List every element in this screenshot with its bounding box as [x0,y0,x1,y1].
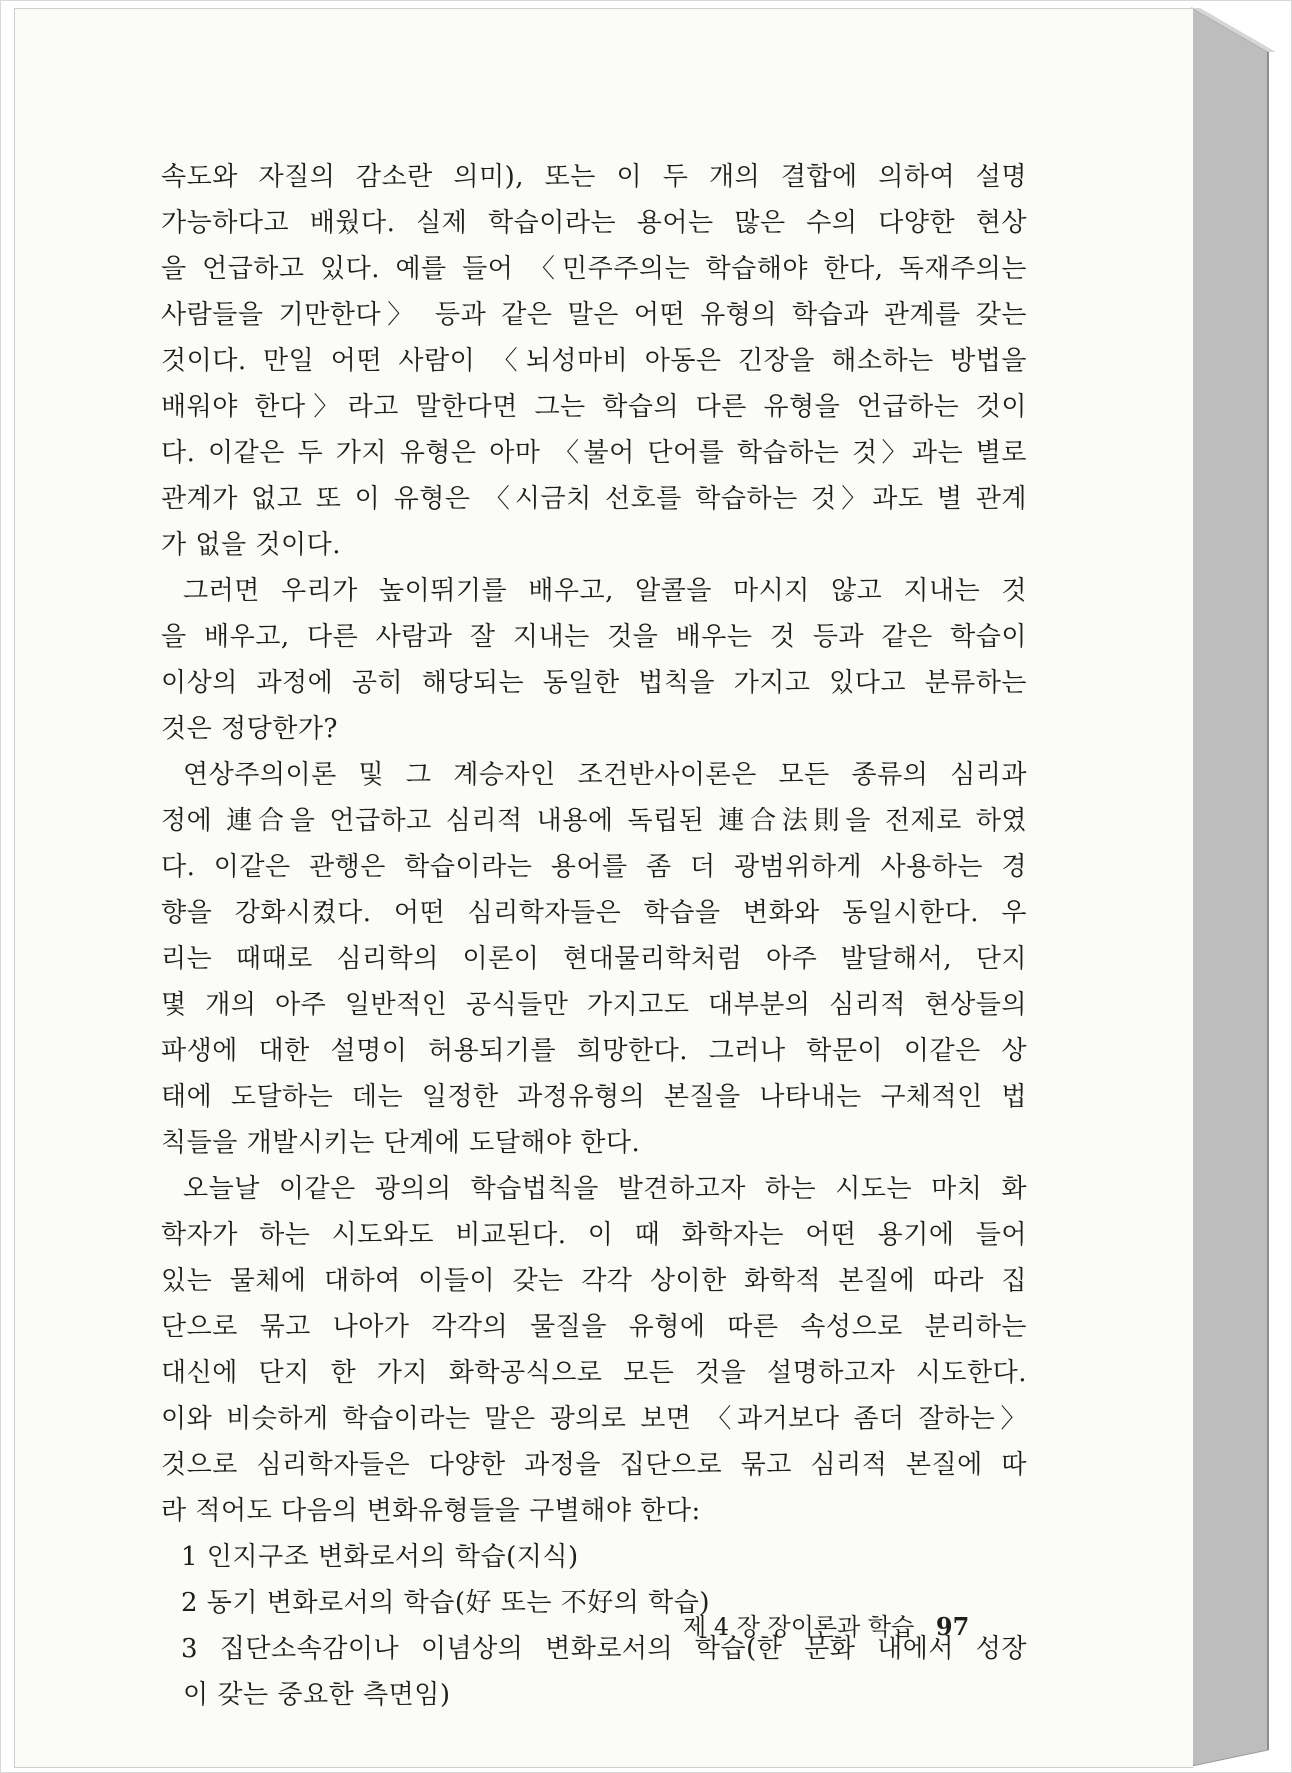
text-line: 다. 이같은 관행은 학습이라는 용어를 좀 더 광범위하게 사용하는 경 [161,852,1027,882]
text-line: 사람들을 기만한다〉 등과 같은 말은 어떤 유형의 학습과 관계를 갖는 [161,300,1027,330]
text-line: 배워야 한다〉라고 말한다면 그는 학습의 다른 유형을 언급하는 것이 [161,392,1027,422]
text-line: 정에 連合을 언급하고 심리적 내용에 독립된 連合法則을 전제로 하였 [161,806,1027,836]
text-line: 3 집단소속감이나 이념상의 변화로서의 학습(한 문화 내에서 성장 [181,1634,1027,1664]
text-line: 파생에 대한 설명이 허용되기를 희망한다. 그러나 학문이 이같은 상 [161,1036,1027,1066]
text-line: 속도와 자질의 감소란 의미), 또는 이 두 개의 결합에 의하여 설명 [161,162,1027,192]
text-line: 단으로 묶고 나아가 각각의 물질을 유형에 따른 속성으로 분리하는 [161,1312,1027,1342]
text-line: 향을 강화시켰다. 어떤 심리학자들은 학습을 변화와 동일시한다. 우 [161,898,1027,928]
text-line: 을 언급하고 있다. 예를 들어 〈민주주의는 학습해야 한다, 독재주의는 [161,254,1027,284]
text-line: 것으로 심리학자들은 다양한 과정을 집단으로 묶고 심리적 본질에 따 [161,1450,1027,1480]
text-line: 을 배우고, 다른 사람과 잘 지내는 것을 배우는 것 등과 같은 학습이 [161,622,1027,652]
text-line: 관계가 없고 또 이 유형은 〈시금치 선호를 학습하는 것〉과도 별 관계 [161,484,1027,514]
text-line: 칙들을 개발시키는 단계에 도달해야 한다. [161,1128,641,1158]
text-line: 학자가 하는 시도와도 비교된다. 이 때 화학자는 어떤 용기에 들어 [161,1220,1027,1250]
text-line: 것은 정당한가? [161,714,338,744]
text-line: 이 갖는 중요한 측면임) [183,1680,451,1710]
text-line: 2 동기 변화로서의 학습(好 또는 不好의 학습) [181,1588,711,1618]
page-footer [683,1607,1003,1647]
text-line: 1 인지구조 변화로서의 학습(지식) [181,1542,579,1572]
text-line: 것이다. 만일 어떤 사람이 〈뇌성마비 아동은 긴장을 해소하는 방법을 [161,346,1027,376]
book-page [14,8,1193,1768]
text-line: 라 적어도 다음의 변화유형들을 구별해야 한다: [161,1496,701,1526]
text-line: 리는 때때로 심리학의 이론이 현대물리학처럼 아주 발달해서, 단지 [161,944,1027,974]
text-line: 연상주의이론 및 그 계승자인 조건반사이론은 모든 종류의 심리과 [183,760,1027,790]
text-line: 그러면 우리가 높이뛰기를 배우고, 알콜을 마시지 않고 지내는 것 [183,576,1027,606]
text-line: 대신에 단지 한 가지 화학공식으로 모든 것을 설명하고자 시도한다. [161,1358,1027,1388]
text-line: 있는 물체에 대하여 이들이 갖는 각각 상이한 화학적 본질에 따라 집 [161,1266,1027,1296]
chapter-title: 제 4 장 장이론과 학습 [683,1613,915,1641]
text-line: 다. 이같은 두 가지 유형은 아마 〈불어 단어를 학습하는 것〉과는 별로 [161,438,1027,468]
text-line: 태에 도달하는 데는 일정한 과정유형의 본질을 나타내는 구체적인 법 [161,1082,1027,1112]
text-line: 이상의 과정에 공히 해당되는 동일한 법칙을 가지고 있다고 분류하는 [161,668,1027,698]
text-line: 오늘날 이같은 광의의 학습법칙을 발견하고자 하는 시도는 마치 화 [183,1174,1027,1204]
page-number: 97 [935,1612,970,1641]
text-line: 가능하다고 배웠다. 실제 학습이라는 용어는 많은 수의 다양한 현상 [161,208,1027,238]
text-line: 이와 비슷하게 학습이라는 말은 광의로 보면 〈과거보다 좀더 잘하는〉 [161,1404,1027,1434]
text-line: 몇 개의 아주 일반적인 공식들만 가지고도 대부분의 심리적 현상들의 [161,990,1027,1020]
text-line: 가 없을 것이다. [161,530,341,560]
body-text [161,157,1027,1721]
